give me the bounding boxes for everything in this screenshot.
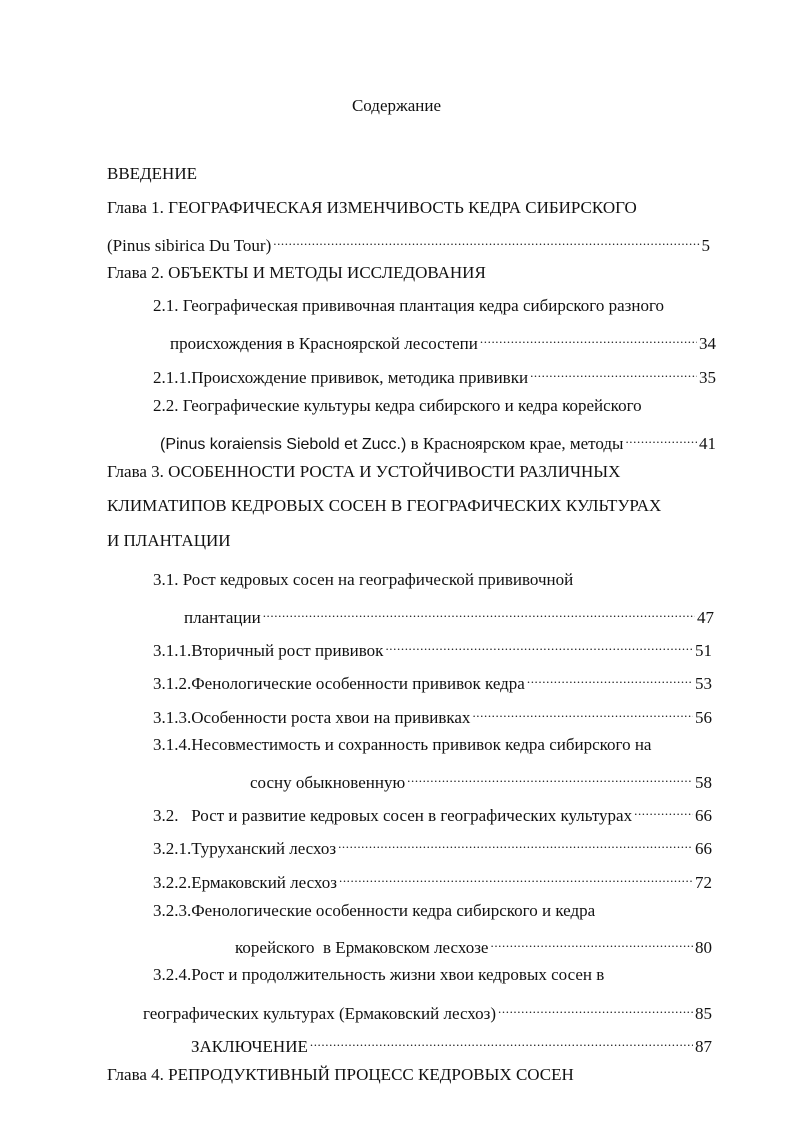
toc-entry-3-1-3 (153, 701, 712, 729)
toc-entry-text-rest: в Красноярском крае, методы (406, 434, 624, 453)
page-number: 53 (695, 674, 712, 693)
toc-entry-3-1-1 (153, 634, 712, 662)
toc-entry-chapter-4: Глава 4. РЕПРОДУКТИВНЫЙ ПРОЦЕСС КЕДРОВЫХ СОСЕН (107, 1065, 574, 1084)
dot-leader (273, 229, 699, 251)
dot-leader (527, 667, 693, 689)
dot-leader (490, 931, 693, 953)
dot-leader (625, 427, 697, 449)
toc-entry-chapter-2: Глава 2. ОБЪЕКТЫ И МЕТОДЫ ИССЛЕДОВАНИЯ (107, 263, 486, 282)
page-number: 72 (695, 873, 712, 892)
toc-entry-3-1-4-line-2 (250, 766, 712, 794)
page-number: 80 (695, 938, 712, 957)
toc-entry-2-1-line-1: 2.1. Географическая прививочная плантация кедра сибирского разного (153, 296, 665, 315)
toc-entry-text (160, 433, 623, 456)
toc-entry-text: сосну обыкновенную (250, 773, 406, 792)
toc-entry-3-1-line-2 (184, 601, 714, 629)
latin-species-name: (Pinus koraiensis Siebold et Zucc.) (160, 436, 407, 453)
toc-entry-3-1-4-line-1: 3.1.4.Несовместимость и сохранность прививок кедра сибирского на (153, 735, 652, 754)
toc-entry-text: происхождения в Красноярской лесостепи (170, 334, 478, 353)
page-number: 87 (695, 1037, 712, 1056)
toc-entry-text: 3.2.1.Туруханский лесхоз (153, 839, 337, 858)
dot-leader (310, 1030, 693, 1052)
toc-entry-3-1-line-1: 3.1. Рост кедровых сосен на географической прививочной (153, 570, 574, 589)
toc-entry-3-2-4-line-1: 3.2.4.Рост и продолжительность жизни хвои кедровых сосен в (153, 965, 605, 984)
page-number: 34 (699, 334, 716, 353)
toc-entry-3-2-3-line-1: 3.2.3.Фенологические особенности кедра сибирского и кедра (153, 901, 596, 920)
toc-entry-text: корейского в Ермаковском лесхозе (235, 938, 489, 957)
toc-entry-text: 3.2. Рост и развитие кедровых сосен в географических культурах (153, 806, 633, 825)
dot-leader (634, 799, 693, 821)
dot-leader (339, 866, 693, 888)
toc-entry-text: географических культурах (Ермаковский лесхоз) (143, 1004, 497, 1023)
page-number: 56 (695, 708, 712, 727)
toc-entry-text: 3.1.2.Фенологические особенности прививок кедра (153, 674, 525, 693)
toc-entry-chapter-3-line-1: Глава 3. ОСОБЕННОСТИ РОСТА И УСТОЙЧИВОСТИ РАЗЛИЧНЫХ (107, 462, 621, 481)
toc-entry-chapter-3-line-3: И ПЛАНТАЦИИ (107, 531, 231, 550)
page-number: 35 (699, 368, 716, 387)
dot-leader (263, 601, 695, 623)
toc-entry-2-2-line-2 (160, 427, 716, 456)
page-number: 66 (695, 839, 712, 858)
toc-entry-conclusion (191, 1030, 712, 1058)
page-number: 41 (699, 434, 716, 453)
dot-leader (385, 634, 693, 656)
toc-entry-text: ЗАКЛЮЧЕНИЕ (191, 1037, 308, 1056)
dot-leader (338, 832, 693, 854)
toc-entry-3-2 (153, 799, 712, 827)
page-number: 51 (695, 641, 712, 660)
toc-entry-2-2-line-1: 2.2. Географические культуры кедра сибирского и кедра корейского (153, 396, 642, 415)
dot-leader (472, 701, 693, 723)
toc-entry-2-1-line-2 (170, 327, 716, 355)
toc-entry-2-1-1 (153, 361, 716, 389)
toc-entry-text: 3.2.2.Ермаковский лесхоз (153, 873, 337, 892)
toc-entry-chapter-3-line-2: КЛИМАТИПОВ КЕДРОВЫХ СОСЕН В ГЕОГРАФИЧЕСКИХ КУЛЬТУРАХ (107, 496, 662, 515)
dot-leader (498, 997, 693, 1019)
toc-entry-text: плантации (184, 608, 261, 627)
toc-entry-3-2-3-line-2 (235, 931, 712, 959)
page-number: 47 (697, 608, 714, 627)
toc-entry-intro: ВВЕДЕНИЕ (107, 164, 197, 183)
toc-entry-text: 3.1.1.Вторичный рост прививок (153, 641, 384, 660)
page-number: 5 (701, 236, 710, 255)
page-number: 66 (695, 806, 712, 825)
page-title: Содержание (351, 96, 442, 115)
toc-entry-chapter-1-line-1: Глава 1. ГЕОГРАФИЧЕСКАЯ ИЗМЕНЧИВОСТЬ КЕДРА СИБИРСКОГО (107, 198, 637, 217)
toc-entry-text: 3.1.3.Особенности роста хвои на прививках (153, 708, 471, 727)
page-number: 58 (695, 773, 712, 792)
dot-leader (480, 327, 697, 349)
toc-entry-text: (Pinus sibirica Du Tour) (107, 236, 272, 255)
toc-entry-3-1-2 (153, 667, 712, 695)
dot-leader (530, 361, 697, 383)
dot-leader (407, 766, 693, 788)
toc-entry-chapter-1-line-2 (107, 229, 710, 257)
toc-entry-text: 2.1.1.Происхождение прививок, методика прививки (153, 368, 529, 387)
toc-entry-3-2-4-line-2 (143, 997, 712, 1025)
toc-entry-3-2-2 (153, 866, 712, 894)
toc-entry-3-2-1 (153, 832, 712, 860)
page-number: 85 (695, 1004, 712, 1023)
